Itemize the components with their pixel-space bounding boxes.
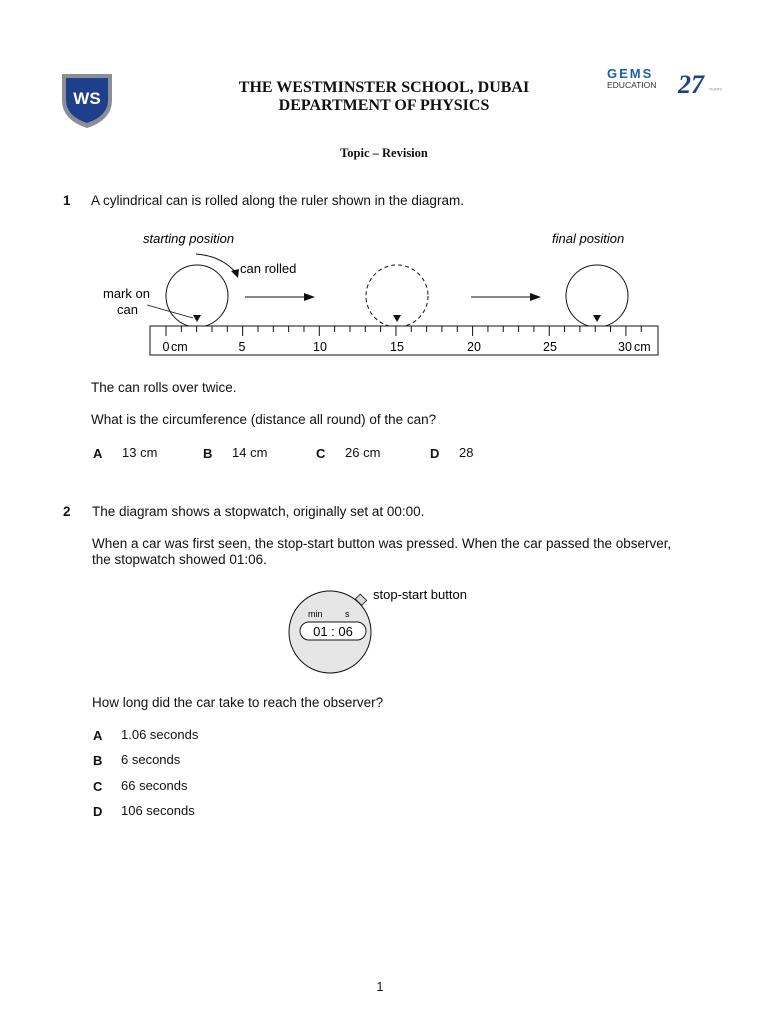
q2-option-d-letter: D xyxy=(93,804,103,819)
ruler-unit-left: cm xyxy=(171,340,188,354)
mark-final xyxy=(593,315,601,322)
q2-option-c-text: 66 seconds xyxy=(121,778,188,793)
label-final-position: final position xyxy=(552,231,625,246)
label-mark-on: mark on xyxy=(103,286,150,301)
mark-middle xyxy=(393,315,401,322)
q1-question: What is the circumference (distance all round) of the can? xyxy=(91,412,437,427)
q1-option-a[interactable] xyxy=(93,445,158,463)
ruler xyxy=(150,326,658,355)
ruler-label-20: 20 xyxy=(467,340,481,354)
s-label: s xyxy=(345,609,350,619)
q2-option-c-letter: C xyxy=(93,779,103,794)
arrow-2-head xyxy=(530,293,541,301)
gems-logo-subtitle: EDUCATION xyxy=(607,80,657,90)
q1-option-b-letter: B xyxy=(203,446,213,461)
q2-text2-line2: the stopwatch showed 01:06. xyxy=(92,552,267,567)
q1-option-d-text: 28 xyxy=(459,445,474,460)
school-name: THE WESTMINSTER SCHOOL, DUBAI xyxy=(238,79,530,96)
q2-option-b[interactable] xyxy=(93,752,181,770)
q2-question: How long did the car take to reach the observer? xyxy=(92,695,384,710)
q2-option-b-letter: B xyxy=(93,753,103,768)
q2-number: 2 xyxy=(63,504,71,519)
q1-option-b[interactable] xyxy=(203,445,268,463)
q1-option-b-text: 14 cm xyxy=(232,445,268,460)
q2-option-a-text: 1.06 seconds xyxy=(121,727,199,742)
ruler-label-15: 15 xyxy=(390,340,404,354)
q1-text2: The can rolls over twice. xyxy=(91,380,237,395)
min-label: min xyxy=(308,609,323,619)
q1-text: A cylindrical can is rolled along the ruler shown in the diagram. xyxy=(91,193,464,208)
q2-text: The diagram shows a stopwatch, originally set at 00:00. xyxy=(92,504,425,519)
label-can-rolled: can rolled xyxy=(240,261,297,276)
q1-option-d[interactable] xyxy=(430,445,474,463)
q1-option-d-letter: D xyxy=(430,446,440,461)
stopwatch-display-text: 01 : 06 xyxy=(313,624,353,639)
ruler-unit-right: cm xyxy=(634,340,651,354)
stop-start-button-label: stop-start button xyxy=(373,587,467,602)
ruler-label-5: 5 xyxy=(238,340,246,354)
ruler-label-0: 0 xyxy=(162,340,170,354)
q2-text2-line1: When a car was first seen, the stop-start button was pressed. When the car passed the observer, xyxy=(92,536,672,551)
page-number: 1 xyxy=(376,980,384,994)
stopwatch-diagram xyxy=(280,580,500,680)
department-name: DEPARTMENT OF PHYSICS xyxy=(278,97,490,114)
q1-ruler-diagram xyxy=(0,0,768,370)
label-can: can xyxy=(117,302,138,317)
q2-option-d[interactable] xyxy=(93,803,195,821)
q2-option-d-text: 106 seconds xyxy=(121,803,195,818)
rolled-arrowhead xyxy=(231,269,239,278)
q1-option-c[interactable] xyxy=(316,445,381,463)
svg-text:WS: WS xyxy=(73,89,101,108)
gems-logo-text: GEMS xyxy=(607,66,654,81)
ruler-label-10: 10 xyxy=(313,340,327,354)
arrow-1-head xyxy=(304,293,315,301)
ruler-label-30: 30 xyxy=(618,340,632,354)
topic-title: Topic – Revision xyxy=(340,146,428,160)
q1-option-a-text: 13 cm xyxy=(122,445,158,460)
q1-option-c-letter: C xyxy=(316,446,326,461)
anniversary-number: 27 xyxy=(678,70,704,99)
q1-option-c-text: 26 cm xyxy=(345,445,381,460)
q2-option-a-letter: A xyxy=(93,728,103,743)
q2-option-c[interactable] xyxy=(93,778,188,796)
ruler-label-25: 25 xyxy=(543,340,557,354)
mark-start xyxy=(193,315,201,322)
q2-option-b-text: 6 seconds xyxy=(121,752,181,767)
rolled-arrow xyxy=(196,254,236,273)
anniversary-subtext: YEARS xyxy=(708,86,723,92)
q2-option-a[interactable] xyxy=(93,727,199,745)
label-starting-position: starting position xyxy=(143,231,235,246)
q1-number: 1 xyxy=(63,193,71,208)
q1-option-a-letter: A xyxy=(93,446,103,461)
